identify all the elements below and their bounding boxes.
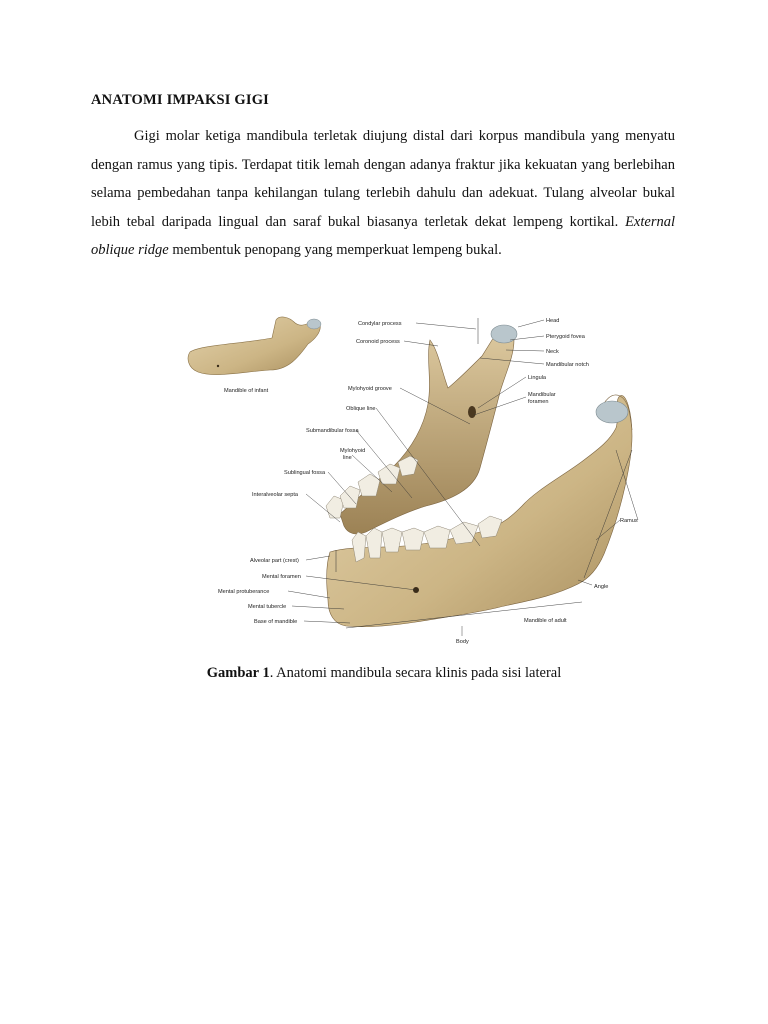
paragraph-text-part1: Gigi molar ketiga mandibula terletak diujung distal dari korpus mandibula yang menyatu dengan ramus yang tipis. Terdapat titik lemah dengan adanya fraktur jika kekuatan yang berlebihan selama pembedahan tanpa kehilangan tulang terlebih dahulu dan adekuat. Tulang alveolar bukal lebih tebal daripada lingual dan saraf bukal biasanya terletak dekat lempeng kortikal. [91, 128, 675, 230]
paragraph-italic-term: External oblique ridge [91, 213, 675, 258]
label-angle: Angle [594, 584, 609, 590]
figure-caption [0, 665, 768, 682]
label-mandible-of-infant: Mandible of infant [224, 388, 269, 394]
label-mandibular-foramen-2: foramen [528, 399, 549, 405]
label-mental-tubercle: Mental tubercle [248, 604, 287, 610]
label-base-of-mandible: Base of mandible [254, 619, 298, 625]
mandible-figure [180, 300, 650, 645]
label-neck: Neck [546, 349, 559, 355]
label-alveolar-part: Alveolar part (crest) [250, 558, 299, 564]
label-mental-protuberance: Mental protuberance [218, 589, 270, 595]
label-submandibular-fossa: Submandibular fossa [306, 428, 359, 434]
label-mylohyoid-line-1: Mylohyoid [340, 448, 366, 454]
label-mylohyoid-line-2: line [343, 455, 352, 461]
label-mandibular-foramen-1: Mandibular [528, 392, 556, 398]
label-interalveolar-septa: Interalveolar septa [252, 492, 299, 498]
caption-text: . Anatomi mandibula secara klinis pada sisi lateral [269, 665, 562, 681]
label-coronoid-process: Coronoid process [356, 339, 400, 345]
label-oblique-line: Oblique line [346, 406, 376, 412]
label-lingula: Lingula [528, 375, 547, 381]
label-body: Body [456, 639, 469, 645]
label-mylohyoid-groove: Mylohyoid groove [348, 386, 392, 392]
label-mental-foramen: Mental foramen [262, 574, 301, 580]
label-head: Head [546, 318, 560, 324]
label-mandible-of-adult: Mandible of adult [524, 618, 567, 624]
label-sublingual-fossa: Sublingual fossa [284, 470, 326, 476]
label-mandibular-notch: Mandibular notch [546, 362, 589, 368]
caption-label: Gambar 1 [206, 665, 270, 681]
mandible-illustration [180, 300, 650, 645]
label-condylar-process: Condylar process [358, 321, 402, 327]
adult-mandible [326, 325, 632, 627]
section-heading: ANATOMI IMPAKSI GIGI [91, 92, 270, 108]
body-paragraph [91, 122, 675, 265]
paragraph-text-part2: membentuk penopang yang memperkuat lempeng bukal. [168, 242, 502, 258]
infant-mandible [188, 317, 321, 375]
label-pterygoid-fovea: Pterygoid fovea [546, 334, 585, 340]
label-ramus: Ramus [620, 518, 638, 524]
